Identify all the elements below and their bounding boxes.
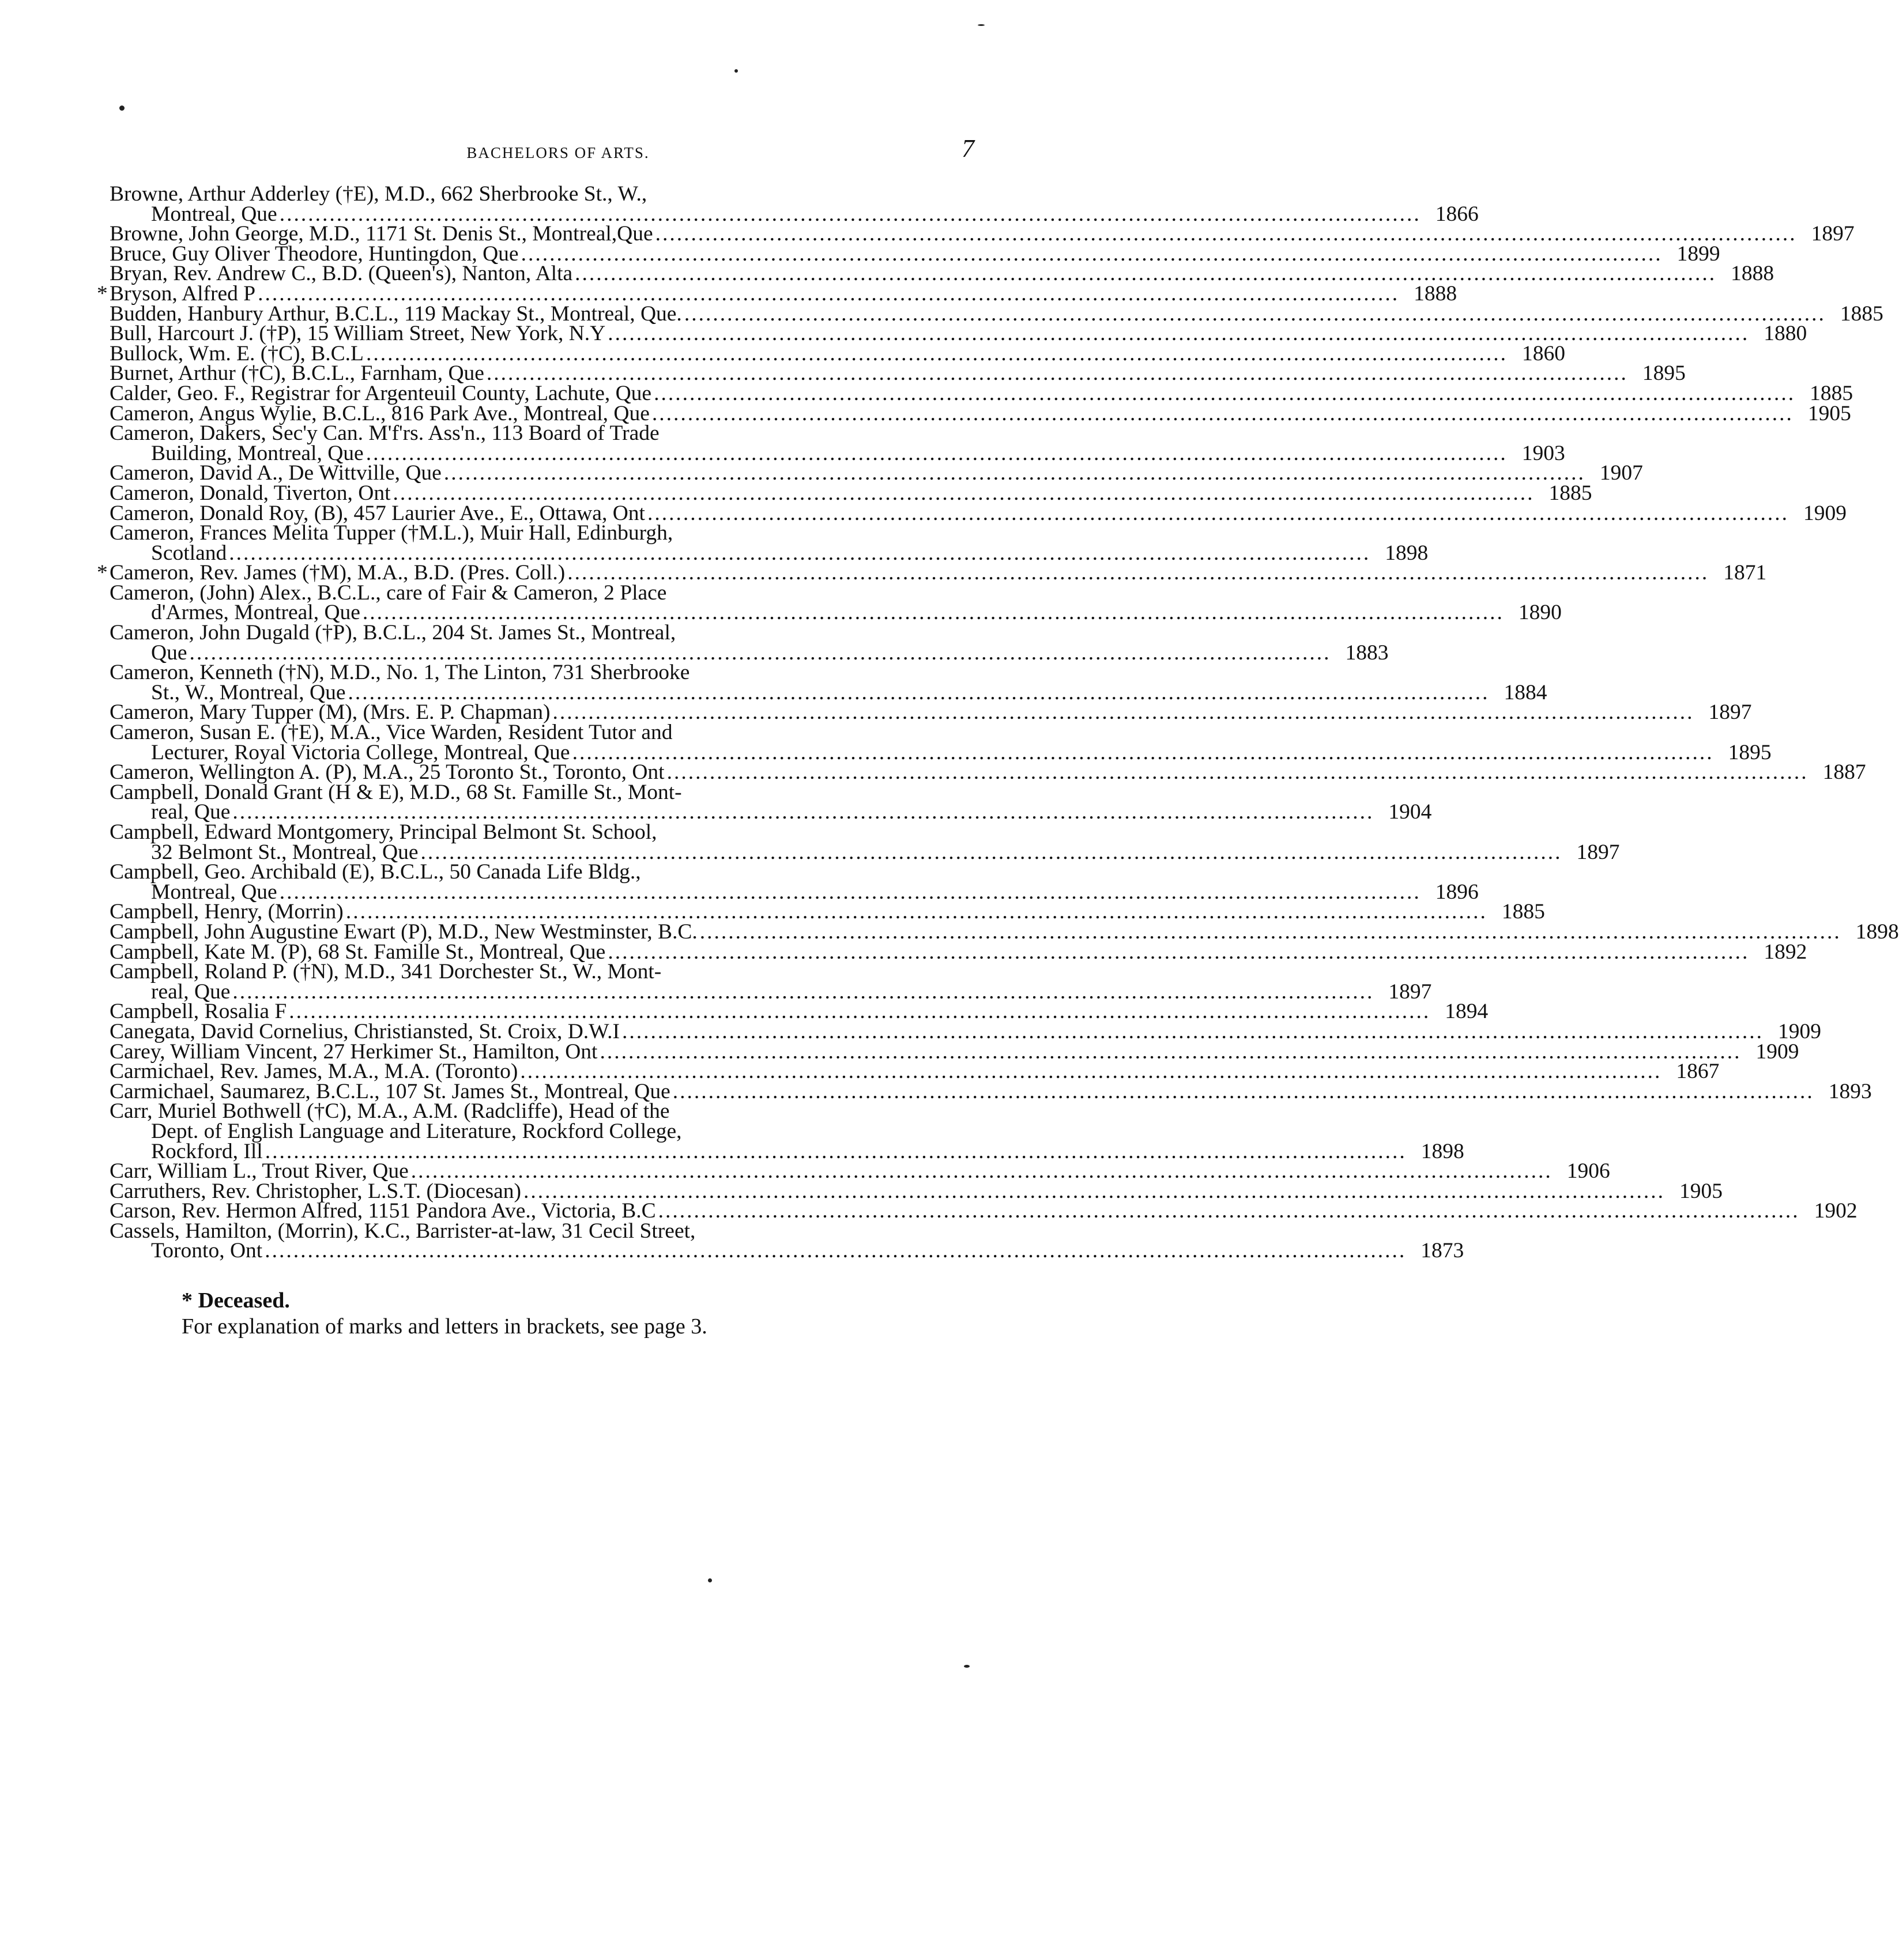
dot-leader: ................................................................................................................................................................: [443, 461, 1585, 485]
dot-leader: ................................................................................................................................................................: [647, 501, 1789, 525]
list-item: [110, 661, 1547, 704]
dot-leader: ................................................................................................................................................................: [345, 900, 1487, 924]
entry-line: [110, 541, 1429, 565]
dot-leader: ................................................................................................................................................................: [658, 1199, 1800, 1223]
entry-line: [110, 820, 974, 844]
dot-leader: ................................................................................................................................................................: [366, 341, 1508, 365]
list-item: [110, 1060, 1720, 1084]
entry-text: Scotland: [151, 541, 227, 565]
entry-line: [110, 740, 1772, 764]
list-item: [110, 242, 1720, 266]
deceased-mark: *: [97, 281, 108, 306]
entry-text: Cameron, John Dugald (†P), B.C.L., 204 St. James St., Montreal,: [110, 621, 676, 645]
graduation-year: 1885: [1548, 481, 1592, 505]
dot-leader: ................................................................................................................................................................: [651, 401, 1794, 425]
graduation-year: 1871: [1723, 561, 1767, 585]
list-item: [110, 760, 1866, 785]
entry-text: Budden, Hanbury Arthur, B.C.L., 119 Mackay St., Montreal, Que.: [110, 301, 682, 326]
list-item: [110, 1019, 1821, 1043]
footnote-deceased: * Deceased.: [182, 1288, 290, 1313]
graduation-year: 1887: [1822, 760, 1866, 785]
entry-text: Browne, Arthur Adderley (†E), M.D., 662 Sherbrooke St., W.,: [110, 182, 647, 206]
graduation-year: 1893: [1828, 1079, 1872, 1103]
dot-leader: ................................................................................................................................................................: [523, 1179, 1665, 1203]
entry-text: Bruce, Guy Oliver Theodore, Huntingdon, Que: [110, 242, 519, 266]
dot-leader: ................................................................................................................................................................: [654, 381, 1796, 405]
entry-line: [110, 1199, 1857, 1223]
graduation-year: 1898: [1421, 1139, 1464, 1163]
entry-text: Montreal, Que: [151, 202, 277, 226]
entry-text: Cassels, Hamilton, (Morrin), K.C., Barrister-at-law, 31 Cecil Street,: [110, 1219, 696, 1243]
graduation-year: 1885: [1810, 381, 1853, 405]
entry-text: Que: [151, 640, 187, 665]
dot-leader: ................................................................................................................................................................: [258, 281, 1400, 306]
graduation-year: 1899: [1676, 242, 1720, 266]
document-page: [97, 134, 1899, 1340]
entry-text: Cameron, (John) Alex., B.C.L., care of Fair & Cameron, 2 Place: [110, 581, 667, 605]
list-item: [110, 1000, 1489, 1024]
list-item: [110, 700, 1752, 725]
entry-text: Cameron, Rev. James (†M), M.A., B.D. (Pres. Coll.): [110, 561, 566, 585]
dot-leader: ................................................................................................................................................................: [289, 1000, 1431, 1024]
entry-line: [110, 1079, 1872, 1103]
dot-leader: ................................................................................................................................................................: [575, 262, 1717, 286]
entry-text: Campbell, Edward Montgomery, Principal Belmont St. School,: [110, 820, 657, 844]
graduation-year: 1867: [1676, 1060, 1720, 1084]
entry-text: Cameron, David A., De Wittville, Que: [110, 461, 442, 485]
entry-text: Cameron, Susan E. (†E), M.A., Vice Warden, Resident Tutor and: [110, 721, 673, 745]
deceased-mark: *: [97, 561, 108, 585]
entry-text: Bullock, Wm. E. (†C), B.C.L: [110, 341, 364, 365]
entry-line: [110, 523, 974, 544]
graduation-year: 1907: [1599, 461, 1643, 485]
dot-leader: ................................................................................................................................................................: [655, 222, 1797, 246]
entry-line: [110, 900, 1545, 924]
graduation-year: 1897: [1811, 222, 1855, 246]
list-item: [110, 222, 1855, 246]
dot-leader: ................................................................................................................................................................: [420, 840, 1562, 864]
entry-line: [110, 583, 974, 604]
entry-text: Cameron, Kenneth (†N), M.D., No. 1, The Linton, 731 Sherbrooke: [110, 661, 690, 685]
entry-text: Burnet, Arthur (†C), B.C.L., Farnham, Que: [110, 361, 484, 386]
graduation-year: 1895: [1728, 740, 1772, 764]
list-item: [110, 521, 1429, 565]
graduation-year: 1909: [1777, 1019, 1821, 1043]
entry-text: Cameron, Frances Melita Tupper (†M.L.), Muir Hall, Edinburgh,: [110, 521, 673, 545]
list-item: [110, 401, 1851, 425]
dot-leader: ................................................................................................................................................................: [552, 700, 1694, 725]
graduation-year: 1896: [1435, 880, 1479, 904]
dot-leader: ................................................................................................................................................................: [608, 322, 1750, 346]
entry-line: [110, 222, 1855, 246]
entry-text: Building, Montreal, Que: [151, 441, 364, 465]
graduation-year: 1898: [1385, 541, 1429, 565]
footnotes: [110, 1288, 974, 1340]
entry-text: Rockford, Ill: [151, 1139, 263, 1163]
page-number: 7: [962, 134, 974, 163]
entry-line: [110, 361, 1686, 386]
dot-leader: ................................................................................................................................................................: [699, 919, 1841, 944]
scan-speck: [978, 24, 985, 26]
list-item: [97, 281, 1457, 306]
graduation-year: 1873: [1421, 1239, 1464, 1263]
entry-line: [110, 184, 974, 205]
page-header: [142, 134, 974, 184]
entry-line: [110, 381, 1853, 405]
footnote-explanation: For explanation of marks and letters in brackets, see page 3.: [182, 1314, 707, 1339]
graduation-year: 1904: [1388, 800, 1432, 824]
entry-text: Cameron, Donald, Tiverton, Ont: [110, 481, 391, 505]
graduation-year: 1888: [1414, 281, 1457, 306]
entry-line: [110, 1099, 974, 1124]
list-item: [110, 1039, 1799, 1064]
list-item: [110, 1099, 1464, 1163]
list-item: [110, 1159, 1610, 1183]
entry-line: [110, 663, 974, 683]
list-item: [110, 960, 1432, 1004]
graduation-year: 1892: [1764, 940, 1807, 964]
entry-text: Lecturer, Royal Victoria College, Montreal, Que: [151, 740, 570, 764]
entry-line: [110, 441, 1565, 465]
entry-line: [110, 700, 1752, 725]
entry-line: [110, 1179, 1723, 1203]
list-item: [110, 322, 1807, 346]
graduation-year: 1905: [1807, 401, 1851, 425]
list-item: [110, 780, 1432, 824]
dot-leader: ................................................................................................................................................................: [366, 441, 1508, 465]
graduation-year: 1906: [1566, 1159, 1610, 1183]
entry-line: [110, 880, 1479, 904]
dot-leader: ................................................................................................................................................................: [666, 760, 1808, 785]
graduation-year: 1883: [1345, 640, 1389, 665]
entry-line: [110, 962, 974, 982]
graduate-list: [97, 182, 1899, 1263]
dot-leader: ................................................................................................................................................................: [567, 561, 1709, 585]
graduation-year: 1909: [1803, 501, 1847, 525]
entry-text: Campbell, Donald Grant (H & E), M.D., 68 St. Famille St., Mont-: [110, 780, 682, 804]
entry-line: [110, 640, 1389, 665]
entry-line: [110, 723, 974, 743]
dot-leader: ................................................................................................................................................................: [393, 481, 1535, 505]
dot-leader: ................................................................................................................................................................: [684, 301, 1826, 326]
graduation-year: 1897: [1388, 979, 1432, 1004]
entry-text: Dept. of English Language and Literature, Rockford College,: [151, 1119, 682, 1143]
list-item: [110, 481, 1592, 505]
list-item: [110, 381, 1853, 405]
dot-leader: ................................................................................................................................................................: [232, 979, 1374, 1004]
entry-line: [110, 461, 1643, 485]
list-item: [110, 581, 1562, 625]
dot-leader: ................................................................................................................................................................: [410, 1159, 1553, 1183]
list-item: [110, 721, 1772, 764]
list-item: [110, 900, 1545, 924]
entry-line: [110, 1060, 1720, 1084]
entry-text: Carr, Muriel Bothwell (†C), M.A., A.M. (Radcliffe), Head of the: [110, 1099, 670, 1124]
list-item: [110, 301, 1883, 326]
list-item: [110, 1219, 1464, 1263]
entry-text: Cameron, Angus Wylie, B.C.L., 816 Park Ave., Montreal, Que: [110, 401, 650, 425]
graduation-year: 1898: [1855, 919, 1899, 944]
entry-text: Campbell, Kate M. (P), 68 St. Famille St., Montreal, Que: [110, 940, 606, 964]
graduation-year: 1888: [1731, 262, 1774, 286]
graduation-year: 1903: [1521, 441, 1565, 465]
graduation-year: 1885: [1840, 301, 1883, 326]
list-item: [110, 262, 1774, 286]
list-item: [110, 341, 1565, 365]
entry-line: [110, 401, 1851, 425]
entry-line: [110, 481, 1592, 505]
entry-text: Carr, William L., Trout River, Que: [110, 1159, 409, 1183]
entry-text: Cameron, Donald Roy, (B), 457 Laurier Ave., E., Ottawa, Ont: [110, 501, 645, 525]
entry-text: 32 Belmont St., Montreal, Que: [151, 840, 419, 864]
list-item: [110, 461, 1643, 485]
scan-speck: [964, 1665, 970, 1668]
entry-line: [110, 1039, 1799, 1064]
graduation-year: 1897: [1708, 700, 1752, 725]
entry-text: real, Que: [151, 800, 231, 824]
entry-text: St., W., Montreal, Que: [151, 680, 346, 704]
entry-text: Cameron, Dakers, Sec'y Can. M'f'rs. Ass'n., 113 Board of Trade: [110, 421, 660, 446]
entry-line: [110, 919, 1899, 944]
dot-leader: ................................................................................................................................................................: [265, 1239, 1407, 1263]
entry-line: [110, 421, 974, 446]
dot-leader: ................................................................................................................................................................: [572, 740, 1714, 764]
entry-text: Calder, Geo. F., Registrar for Argenteuil County, Lachute, Que: [110, 381, 652, 405]
entry-line: [110, 262, 1774, 286]
graduation-year: 1894: [1445, 1000, 1489, 1024]
entry-line: [110, 623, 974, 643]
dot-leader: ................................................................................................................................................................: [279, 880, 1421, 904]
entry-line: [110, 1019, 1821, 1043]
entry-line: [110, 760, 1866, 785]
dot-leader: ................................................................................................................................................................: [265, 1139, 1407, 1163]
entry-line: [97, 281, 1457, 306]
graduation-year: 1884: [1504, 680, 1547, 704]
entry-text: Canegata, David Cornelius, Christiansted, St. Croix, D.W.I: [110, 1019, 620, 1043]
list-item: [110, 182, 1479, 226]
entry-line: [110, 601, 1562, 625]
dot-leader: ................................................................................................................................................................: [189, 640, 1331, 665]
scan-speck: [119, 105, 125, 111]
entry-line: [110, 202, 1479, 226]
entry-line: [110, 301, 1883, 326]
graduation-year: 1895: [1642, 361, 1686, 386]
entry-line: [110, 1219, 974, 1243]
list-item: [110, 1199, 1857, 1223]
entry-line: [110, 242, 1720, 266]
scan-speck: [708, 1578, 712, 1582]
entry-line: [110, 501, 1847, 525]
dot-leader: ................................................................................................................................................................: [621, 1019, 1764, 1043]
entry-text: real, Que: [151, 979, 231, 1004]
list-item: [110, 361, 1686, 386]
list-item: [110, 1179, 1723, 1203]
entry-text: Bryson, Alfred P: [110, 281, 256, 306]
entry-line: [110, 979, 1432, 1004]
graduation-year: 1902: [1814, 1199, 1857, 1223]
entry-text: d'Armes, Montreal, Que: [151, 601, 360, 625]
entry-line: [97, 561, 1767, 585]
graduation-year: 1897: [1576, 840, 1620, 864]
entry-text: Carmichael, Saumarez, B.C.L., 107 St. James St., Montreal, Que: [110, 1079, 670, 1103]
graduation-year: 1909: [1755, 1039, 1799, 1064]
dot-leader: ................................................................................................................................................................: [232, 800, 1374, 824]
dot-leader: ................................................................................................................................................................: [229, 541, 1371, 565]
dot-leader: ................................................................................................................................................................: [279, 202, 1421, 226]
entry-text: Campbell, Rosalia F: [110, 1000, 287, 1024]
entry-text: Carmichael, Rev. James, M.A., M.A. (Toronto): [110, 1060, 518, 1084]
dot-leader: ................................................................................................................................................................: [348, 680, 1490, 704]
list-item: [110, 621, 1389, 665]
entry-line: [110, 1159, 1610, 1183]
graduation-year: 1885: [1501, 900, 1545, 924]
entry-line: [110, 940, 1807, 964]
graduation-year: 1866: [1435, 202, 1479, 226]
running-title: BACHELORS OF ARTS.: [466, 144, 650, 161]
entry-line: [110, 1139, 1464, 1163]
dot-leader: ................................................................................................................................................................: [608, 940, 1750, 964]
entry-text: Bull, Harcourt J. (†P), 15 William Street, New York, N.Y: [110, 322, 606, 346]
dot-leader: ................................................................................................................................................................: [520, 1060, 1662, 1084]
list-item: [110, 820, 1620, 864]
entry-text: Campbell, John Augustine Ewart (P), M.D., New Westminster, B.C.: [110, 919, 698, 944]
list-item: [110, 501, 1847, 525]
entry-line: [110, 780, 974, 804]
entry-line: [110, 680, 1547, 704]
list-item: [110, 1079, 1872, 1103]
entry-text: Carson, Rev. Hermon Alfred, 1151 Pandora Ave., Victoria, B.C: [110, 1199, 656, 1223]
entry-text: Bryan, Rev. Andrew C., B.D. (Queen's), Nanton, Alta: [110, 262, 573, 286]
list-item: [97, 561, 1767, 585]
list-item: [110, 860, 1479, 904]
entry-line: [110, 840, 1620, 864]
entry-line: [110, 862, 974, 883]
entry-text: Cameron, Wellington A. (P), M.A., 25 Toronto St., Toronto, Ont: [110, 760, 665, 785]
entry-line: [110, 322, 1807, 346]
scan-speck: [734, 69, 738, 73]
dot-leader: ................................................................................................................................................................: [362, 601, 1504, 625]
entry-text: Toronto, Ont: [151, 1239, 263, 1263]
entry-line: [110, 341, 1565, 365]
entry-text: Montreal, Que: [151, 880, 277, 904]
dot-leader: ................................................................................................................................................................: [521, 242, 1663, 266]
entry-text: Campbell, Henry, (Morrin): [110, 900, 344, 924]
entry-line: [110, 1239, 1464, 1263]
graduation-year: 1890: [1518, 601, 1562, 625]
entry-text: Carruthers, Rev. Christopher, L.S.T. (Diocesan): [110, 1179, 521, 1203]
graduation-year: 1905: [1679, 1179, 1723, 1203]
entry-text: Browne, John George, M.D., 1171 St. Denis St., Montreal,Que: [110, 222, 653, 246]
entry-line: [110, 1000, 1489, 1024]
entry-text: Campbell, Geo. Archibald (E), B.C.L., 50 Canada Life Bldg.,: [110, 860, 641, 884]
dot-leader: ................................................................................................................................................................: [486, 361, 1628, 386]
dot-leader: ................................................................................................................................................................: [600, 1039, 1742, 1064]
entry-text: Cameron, Mary Tupper (M), (Mrs. E. P. Chapman): [110, 700, 551, 725]
list-item: [110, 421, 1565, 465]
entry-line: [110, 1119, 974, 1143]
entry-line: [110, 800, 1432, 824]
dot-leader: ................................................................................................................................................................: [672, 1079, 1814, 1103]
entry-text: Carey, William Vincent, 27 Herkimer St., Hamilton, Ont: [110, 1039, 598, 1064]
entry-text: Campbell, Roland P. (†N), M.D., 341 Dorchester St., W., Mont-: [110, 960, 662, 984]
list-item: [110, 919, 1899, 944]
graduation-year: 1860: [1521, 341, 1565, 365]
graduation-year: 1880: [1764, 322, 1807, 346]
list-item: [110, 940, 1807, 964]
